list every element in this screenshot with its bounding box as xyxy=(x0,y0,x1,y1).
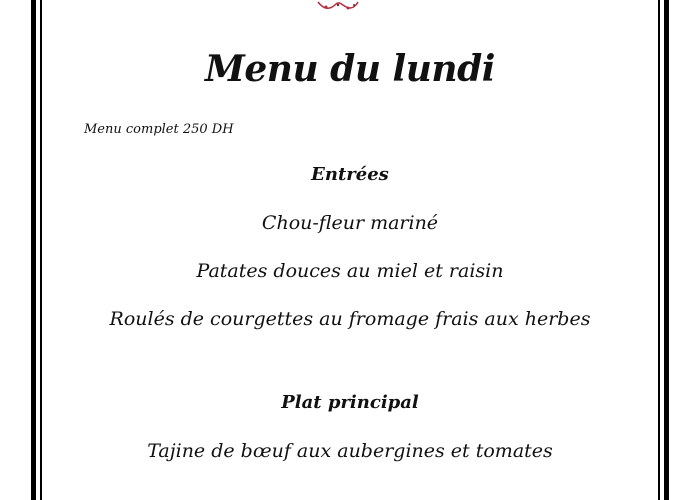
section-heading-entrees: Entrées xyxy=(311,164,389,185)
menu-item: Chou-fleur mariné xyxy=(261,212,439,234)
menu-price: Menu complet 250 DH xyxy=(84,122,234,137)
menu-item: Tajine de bœuf aux aubergines et tomates xyxy=(147,440,553,462)
menu-title: Menu du lundi xyxy=(205,48,495,90)
menu-item: Patates douces au miel et raisin xyxy=(196,260,504,282)
menu-item: Roulés de courgettes au fromage frais aux herbes xyxy=(109,308,591,330)
section-heading-plat-principal: Plat principal xyxy=(281,392,419,413)
floral-ornament-icon xyxy=(316,0,360,12)
